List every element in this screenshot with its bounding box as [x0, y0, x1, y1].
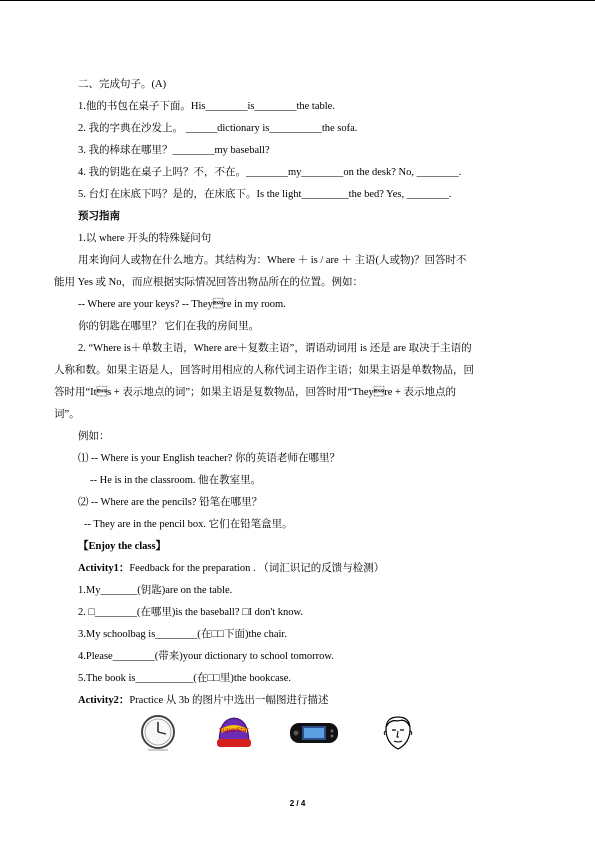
example-chinese: 你的钥匙在哪里？ 它们在我的房间里。 — [78, 321, 260, 332]
item-4: 4.Please________(带来)your dictionary to school tomorrow. — [78, 651, 334, 662]
guide-point-2-line3: 答时用“Its + 表示地点的词”；如果主语是复数物品，回答时用“Theyre + 表示地点的 — [54, 387, 457, 398]
activity-2 — [78, 694, 329, 708]
guide-heading: 预习指南 — [78, 211, 120, 222]
game-console-icon — [289, 718, 339, 748]
item-2: 2. □________(在哪里)is the baseball? □I don't know. — [78, 607, 304, 618]
enjoy-heading: 【Enjoy the class】 — [78, 541, 167, 552]
face-sketch-icon — [378, 713, 418, 753]
activity-2-text: Practice 从 3b 的图片中选出一幅图进行描述 — [129, 695, 329, 706]
page-top-rule — [0, 0, 595, 1]
page-number: 2 / 4 — [289, 799, 306, 808]
example-2-question: ⑵ -- Where are the pencils? 铅笔在哪里？ — [78, 497, 263, 508]
activity-1 — [78, 562, 384, 576]
section-heading: 二、完成句子。(A) — [78, 79, 167, 90]
activity-1-text: Feedback for the preparation . （词汇识记的反馈与检测） — [129, 563, 385, 574]
example-2-answer: -- They are in the pencil box. 它们在铅笔盒里。 — [84, 519, 293, 530]
question-5: 5. 台灯在床底下吗？是的，在床底下。Is the light_________the bed? Yes, ________. — [78, 189, 452, 200]
question-4: 4. 我的钥匙在桌子上吗？不，不在。________my________on the desk? No, ________. — [78, 167, 462, 178]
guide-point-2-line4: 词”。 — [54, 409, 80, 420]
question-3: 3. 我的棒球在哪里？________my baseball? — [78, 145, 270, 156]
question-1: 1.他的书包在桌子下面。His________is________the table. — [78, 101, 335, 112]
guide-point-2-line1: 2. “Where is＋单数主语，Where are＋复数主语”，谓语动词用 is 还是 are 取决于主语的 — [78, 343, 472, 354]
clock-icon — [138, 714, 178, 752]
activity-1-label: Activity1： — [78, 563, 130, 574]
example-english: -- Where are your keys? -- Theyre in my room. — [78, 299, 286, 310]
guide-point-1-title: 1.以 where 开头的特殊疑问句 — [78, 233, 212, 244]
question-2: 2. 我的字典在沙发上。 ______dictionary is__________the sofa. — [78, 123, 358, 134]
example-1-answer: -- He is in the classroom. 他在教室里。 — [90, 475, 262, 486]
example-1-question: ⑴ -- Where is your English teacher? 你的英语老师在哪里？ — [78, 453, 340, 464]
item-5: 5.The book is___________(在□□里)the bookcase. — [78, 673, 292, 684]
item-3: 3.My schoolbag is________(在□□下面)the chair. — [78, 629, 287, 640]
example-label: 例如： — [78, 431, 110, 442]
activity-2-label: Activity2： — [78, 695, 130, 706]
cap-icon — [213, 713, 255, 751]
guide-point-1-line1: 用来询问人或物在什么地方。其结构为：Where ＋ is / are ＋ 主语(人或物)？回答时不 — [78, 255, 467, 266]
cap-logo-text: SuperStar — [219, 727, 249, 734]
guide-point-2-line2: 人称和数。如果主语是人，回答时用相应的人称代词主语作主语；如果主语是单数物品，回 — [54, 365, 474, 376]
guide-point-1-line2: 能用 Yes 或 No，而应根据实际情况回答出物品所在的位置。例如： — [54, 277, 363, 288]
item-1: 1.My_______(钥匙)are on the table. — [78, 585, 233, 596]
